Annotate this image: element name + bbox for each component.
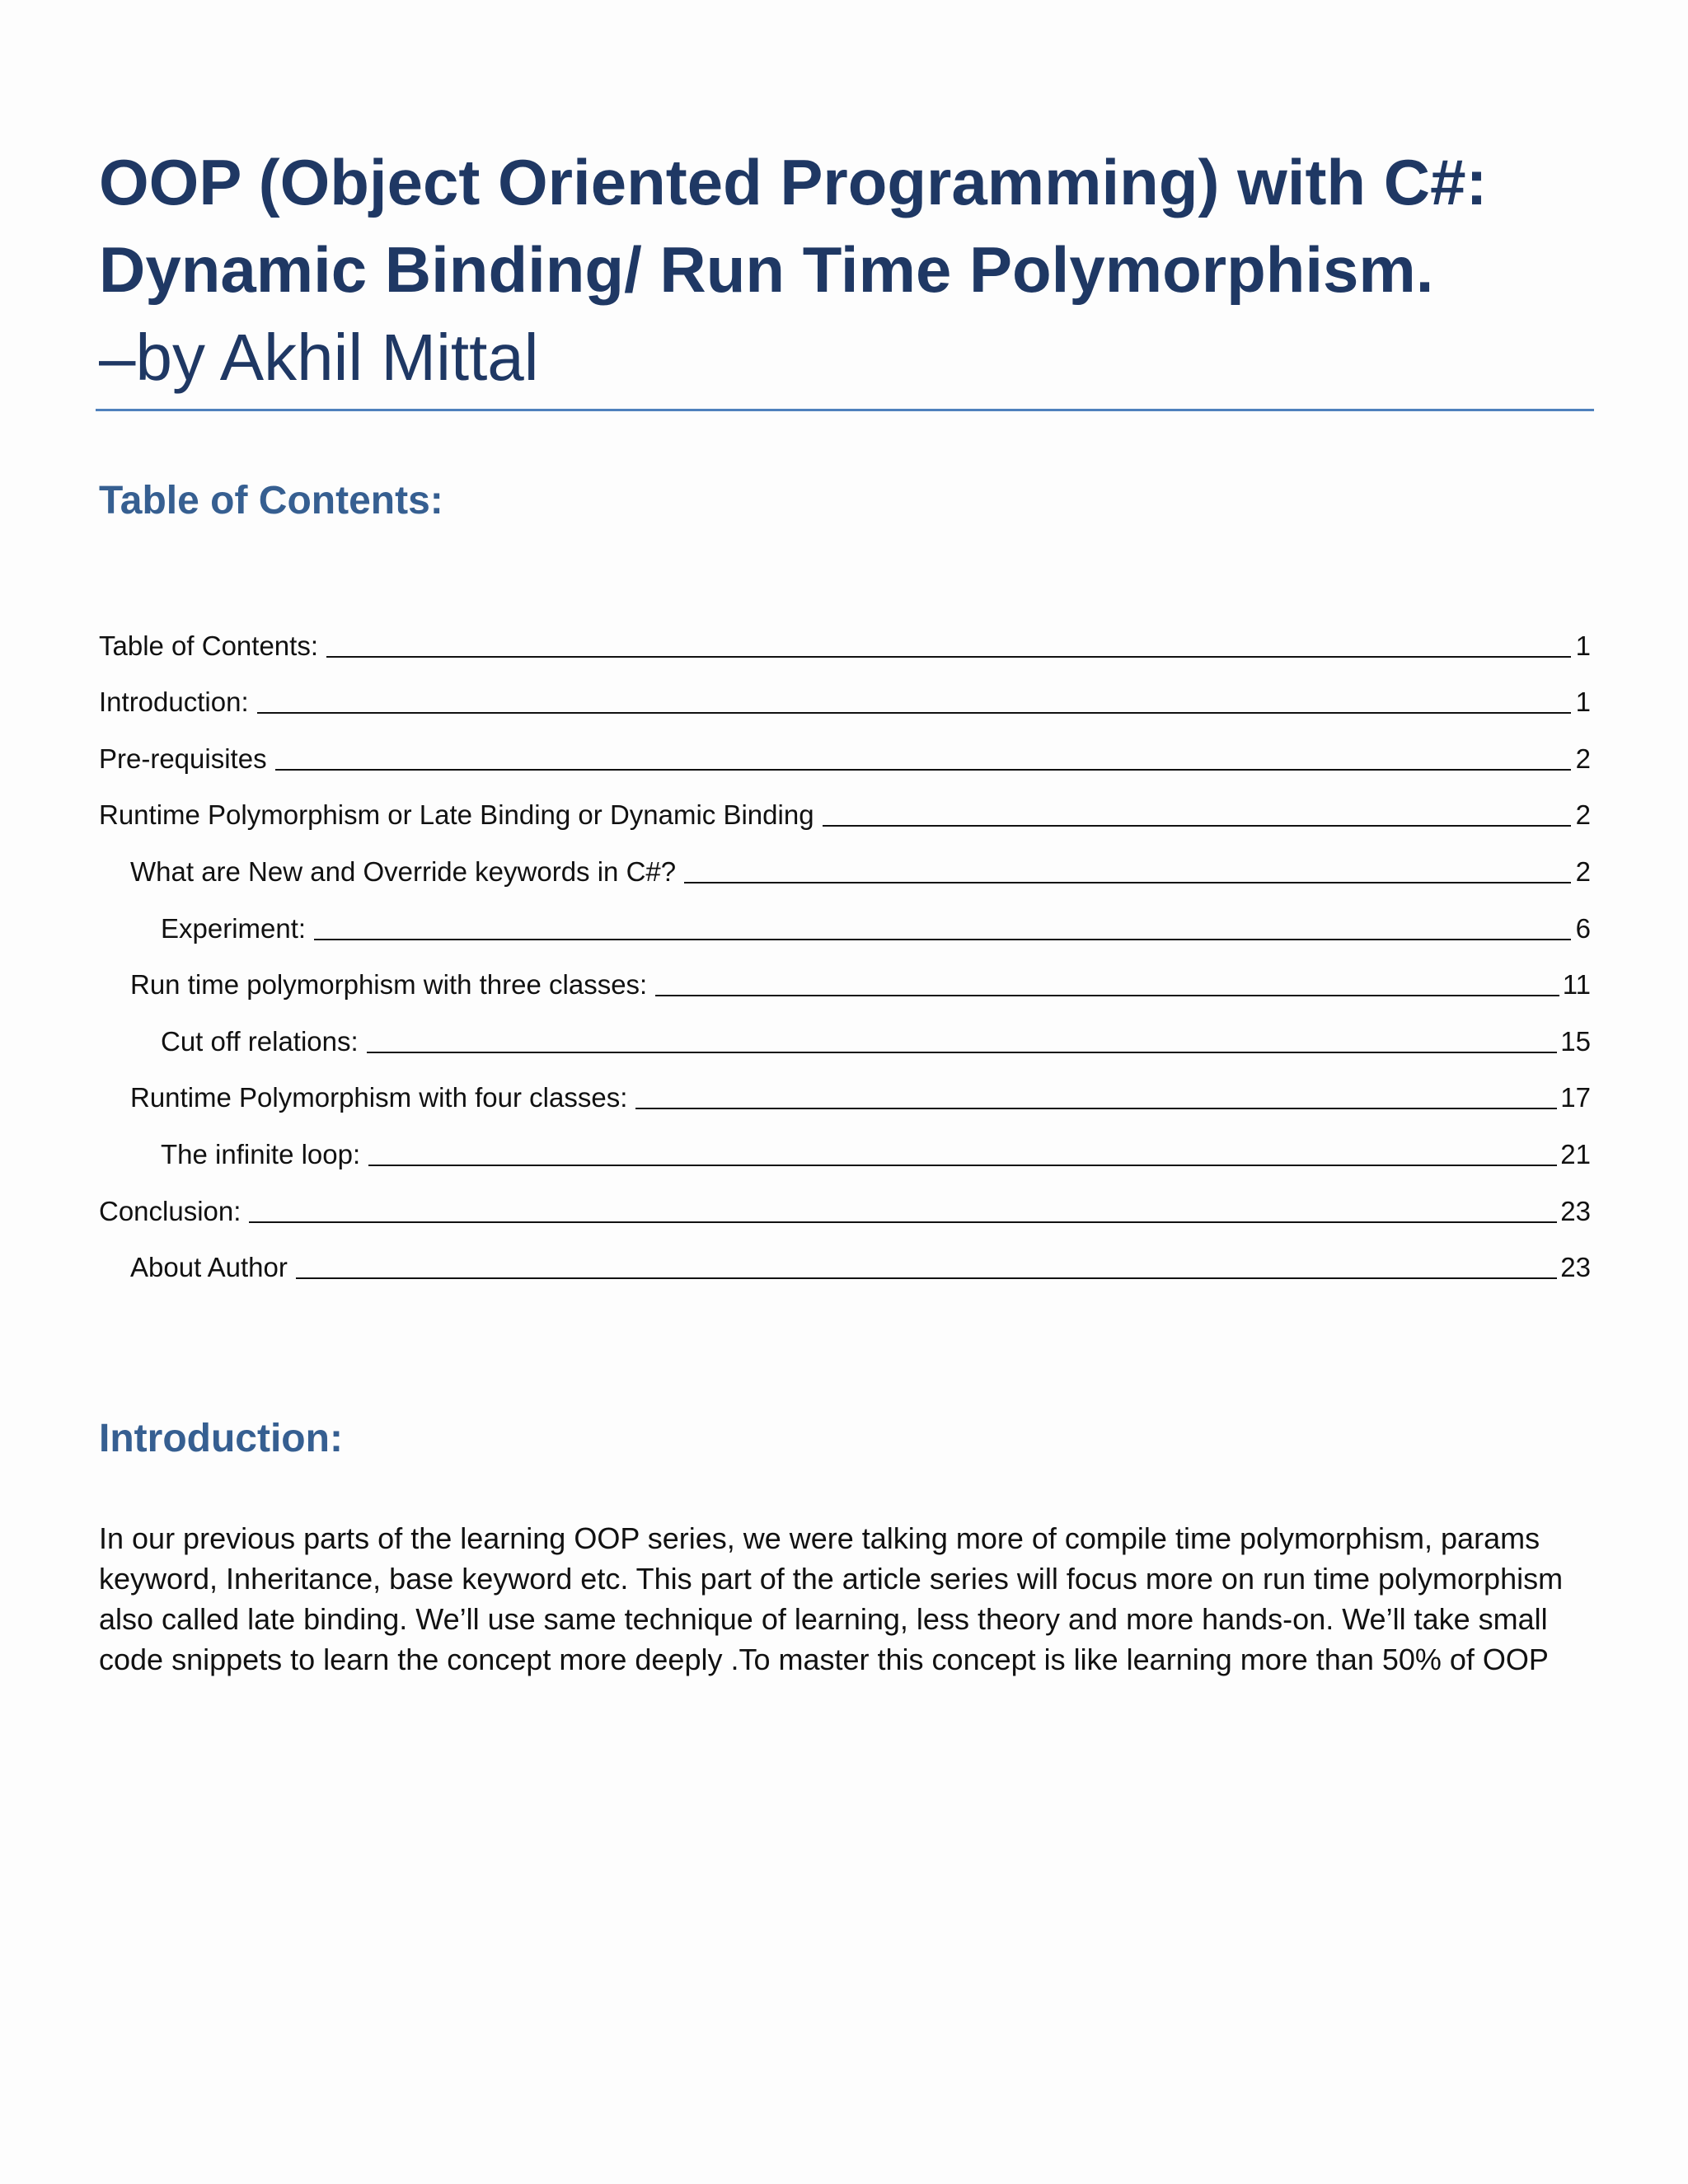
toc-entry[interactable] (99, 945, 1591, 1002)
toc-entry-label: Conclusion: (99, 1195, 241, 1226)
toc-entry-label: Run time polymorphism with three classes: (130, 969, 648, 1001)
toc-entry-page: 15 (1560, 1025, 1591, 1057)
toc-entry-page: 2 (1575, 799, 1591, 831)
toc-entry[interactable] (99, 1228, 1591, 1285)
toc-entry-label: Runtime Polymorphism or Late Binding or Dynamic Binding (99, 799, 814, 831)
toc-entry-label: Cut off relations: (161, 1025, 359, 1057)
toc-entry-label: Pre-requisites (99, 743, 267, 774)
toc-leader-line (314, 939, 1571, 940)
title-divider (96, 409, 1594, 411)
toc-entry-page: 23 (1560, 1252, 1591, 1283)
table-of-contents (99, 606, 1591, 1284)
toc-entry-page: 21 (1560, 1138, 1591, 1169)
toc-entry-page: 2 (1575, 743, 1591, 774)
toc-entry-page: 17 (1560, 1082, 1591, 1113)
toc-entry-page: 6 (1575, 912, 1591, 944)
toc-entry[interactable] (99, 1058, 1591, 1115)
toc-entry-page: 1 (1575, 687, 1591, 718)
toc-entry[interactable] (99, 606, 1591, 663)
toc-entry[interactable] (99, 719, 1591, 776)
introduction-heading: Introduction: (99, 1417, 343, 1460)
toc-leader-line (368, 1165, 1557, 1166)
toc-entry-label: Runtime Polymorphism with four classes: (130, 1082, 628, 1113)
document-title-line-2: Dynamic Binding/ Run Time Polymorphism. (99, 233, 1434, 306)
toc-entry-page: 23 (1560, 1195, 1591, 1226)
toc-entry-page: 1 (1575, 630, 1591, 661)
toc-leader-line (296, 1277, 1557, 1279)
toc-entry-label: The infinite loop: (161, 1138, 361, 1169)
toc-entry-label: Introduction: (99, 687, 249, 718)
toc-leader-line (249, 1221, 1557, 1223)
toc-leader-line (326, 656, 1571, 658)
toc-leader-line (367, 1052, 1558, 1053)
toc-leader-line (257, 712, 1571, 714)
toc-entry[interactable] (99, 1171, 1591, 1228)
toc-entry[interactable] (99, 663, 1591, 719)
toc-entry[interactable] (99, 1001, 1591, 1058)
toc-entry-label: About Author (130, 1252, 288, 1283)
toc-entry-label: What are New and Override keywords in C#? (130, 855, 677, 887)
toc-heading: Table of Contents: (99, 479, 443, 523)
toc-entry-page: 11 (1562, 969, 1591, 1001)
document-title-line-1: OOP (Object Oriented Programming) with C#: (99, 146, 1488, 218)
toc-entry-page: 2 (1575, 855, 1591, 887)
toc-leader-line (684, 882, 1571, 883)
document-title-block (99, 138, 1599, 402)
toc-entry[interactable] (99, 776, 1591, 832)
toc-entry-label: Table of Contents: (99, 630, 318, 661)
toc-leader-line (275, 769, 1571, 771)
toc-entry[interactable] (99, 1114, 1591, 1171)
toc-leader-line (823, 825, 1571, 827)
toc-entry-label: Experiment: (161, 912, 307, 944)
toc-entry[interactable] (99, 888, 1591, 945)
introduction-paragraph: In our previous parts of the learning OOP series, we were talking more of compile time polymorphism, params keyword, Inheritance, base keyword etc. This part of the article series will focus more on run time polymorphism also called late binding. We’ll use same technique of learning, less theory and more hands-on. We’ll take small code snippets to learn the concept more deeply .To master this concept is like learning more than 50% of OOP (99, 1521, 1564, 1676)
toc-leader-line (635, 1108, 1557, 1109)
toc-entry[interactable] (99, 832, 1591, 888)
document-author: –by Akhil Mittal (99, 321, 539, 394)
toc-leader-line (655, 995, 1559, 996)
